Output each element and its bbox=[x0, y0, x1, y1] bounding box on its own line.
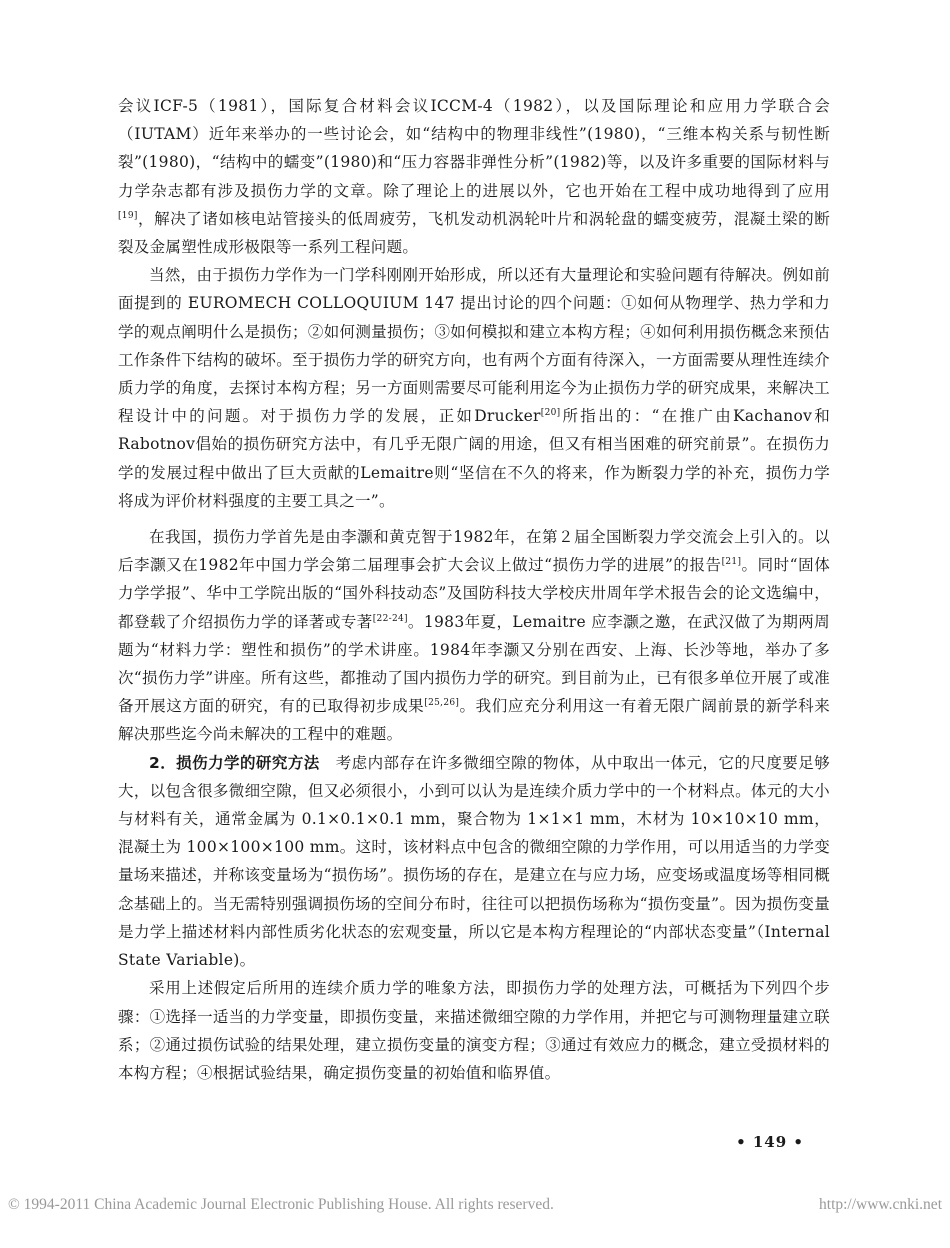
paragraph-3: 在我国，损伤力学首先是由李灏和黄克智于1982年，在第２届全国断裂力学交流会上引入的。以后李灏又在1982年中国力学会第二届理事会扩大会议上做过“损伤力学的进展”的报告[21]。同时“固体力学学报”、华中工学院出版的“国外科技动态”及国防科技大学校庆卅周年学术报告会的论文选编中，都登载了介绍损伤力学的译著或专著[22-24]。1983年夏，Lemaitre 应李灏之邀，在武汉做了为期两周题为“材料力学：塑性和损伤”的学术讲座。1984年李灏又分别在西安、上海、长沙等地，举办了多次“损伤力学”讲座。所有这些，都推动了国内损伤力学的研究。到目前为止，已有很多单位开展了或准备开展这方面的研究，有的已取得初步成果[25,26]。我们应充分利用这一有着无限广阔前景的新学科来解决那些迄今尚未解决的工程中的难题。 bbox=[118, 528, 830, 744]
body-text bbox=[118, 92, 830, 1087]
citation: [20] bbox=[540, 408, 561, 419]
paragraph-2: 当然，由于损伤力学作为一门学科刚刚开始形成，所以还有大量理论和实验问题有待解决。例如前面提到的 EUROMECH COLLOQUIUM 147 提出讨论的四个问题：①如何从物理学、热力学和力学的观点阐明什么是损伤；②如何测量损伤；③如何模拟和建立本构方程；④如何利用损伤概念来预估工作条件下结构的破坏。至于损伤力学的研究方向，也有两个方面有待深入，一方面需要从理性连续介质力学的角度，去探讨本构方程；另一方面则需要尽可能利用迄今为止损伤力学的研究成果，来解决工程设计中的问题。对于损伤力学的发展，正如Drucker[20]所指出的：“在推广由Kachanov和Rabotnov倡始的损伤研究方法中，有几乎无限广阔的用途，但又有相当困难的研究前景”。在损伤力学的发展过程中做出了巨大贡献的Lemaitre则“坚信在不久的将来，作为断裂力学的补充，损伤力学将成为评价材料强度的主要工具之一”。 bbox=[118, 266, 831, 510]
citation: [21] bbox=[721, 557, 742, 568]
copyright-footer bbox=[8, 1196, 942, 1214]
page-number: • 149 • bbox=[736, 1133, 804, 1151]
paragraph-1: 会议ICF-5（1981），国际复合材料会议ICCM-4（1982），以及国际理论和应用力学联合会（IUTAM）近年来举办的一些讨论会，如“结构中的物理非线性”(1980)，“三维本构关系与韧性断裂”(1980)，“结构中的蠕变”(1980)和“压力容器非弹性分析”(1982)等，以及许多重要的国际材料与力学杂志都有涉及损伤力学的文章。除了理论上的进展以外，它也开始在工程中成功地得到了应用[19]，解决了诸如核电站管接头的低周疲劳，飞机发动机涡轮叶片和涡轮盘的蠕变疲劳，混凝土梁的断裂及金属塑性成形极限等一系列工程问题。 bbox=[118, 97, 830, 257]
paragraph-5: 采用上述假定后所用的连续介质力学的唯象方法，即损伤力学的处理方法，可概括为下列四个步骤：①选择一适当的力学变量，即损伤变量，来描述微细空隙的力学作用，并把它与可测物理量建立联系；②通过损伤试验的结果处理，建立损伤变量的演变方程；③通过有效应力的概念，建立受损材料的本构方程；④根据试验结果，确定损伤变量的初始值和临界值。 bbox=[118, 979, 830, 1082]
citation: [22-24] bbox=[372, 613, 408, 624]
cnki-url[interactable]: http://www.cnki.net bbox=[819, 1196, 942, 1213]
section-heading: 2．损伤力学的研究方法 bbox=[149, 753, 320, 772]
citation: [25,26] bbox=[424, 698, 460, 709]
copyright-text: © 1994-2011 China Academic Journal Electronic Publishing House. All rights reserved. bbox=[8, 1196, 554, 1213]
paragraph-4: 2．损伤力学的研究方法 考虑内部存在许多微细空隙的物体，从中取出一体元，它的尺度要足够大，以包含很多微细空隙，但又必须很小，小到可以认为是连续介质力学中的一个材料点。体元的大小与材料有关，通常金属为 0.1×0.1×0.1 mm，聚合物为 1×1×1 mm，木材为 10×10×10 mm，混凝土为 100×100×100 mm。这时，该材料点中包含的微细空隙的力学作用，可以用适当的力学变量场来描述，并称该变量场为“损伤场”。损伤场的存在，是建立在与应力场，应变场或温度场等相同概念基础上的。当无需特别强调损伤场的空间分布时，往往可以把损伤场称为“损伤变量”。因为损伤变量是力学上描述材料内部性质劣化状态的宏观变量，所以它是本构方程理论的“内部状态变量”（Internal State Variable)。 bbox=[118, 753, 830, 970]
citation: [19] bbox=[118, 210, 138, 221]
